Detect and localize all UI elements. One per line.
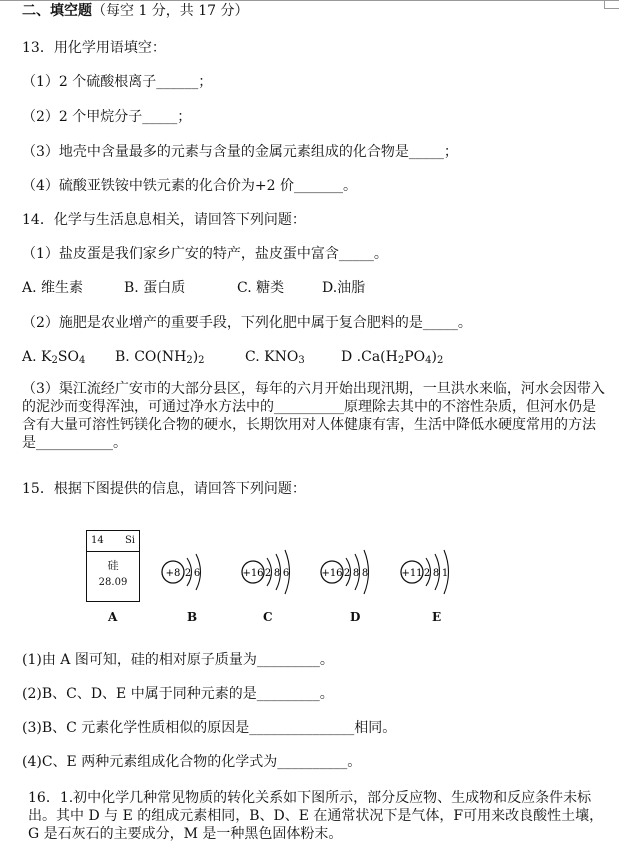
- q15-item-1: (1)由 A 图可知，硅的相对原子质量为_________。: [22, 652, 334, 668]
- electron-count: 8: [352, 568, 360, 579]
- q14-p2-option-b: B. $CO(NH_2)_2$: [115, 349, 205, 366]
- figure-label-a: A: [108, 610, 118, 624]
- q14-part-2: （2）施肥是农业增产的重要手段，下列化肥中属于复合肥料的是_____。: [22, 315, 472, 331]
- atomic-structure-figure: [70, 520, 490, 630]
- figure-label-c: C: [263, 610, 273, 624]
- electron-count: 2: [423, 568, 431, 579]
- section-heading: [22, 2, 249, 20]
- q14-part-1: （1）盐皮蛋是我们家乡广安的特产，盐皮蛋中富含_____。: [22, 246, 388, 262]
- q15-item-4: (4)C、E 两种元素组成化合物的化学式为__________。: [22, 754, 362, 770]
- figure-label-d: D: [350, 610, 361, 624]
- q14-p2-option-d: D $.Ca(H_2PO_4)_2$: [341, 349, 444, 366]
- q14-p1-option-c: C. 糖类: [237, 280, 285, 296]
- q13-item-3: （3）地壳中含量最多的元素与含量的金属元素组成的化合物是_____；: [22, 144, 458, 160]
- element-name: 硅: [107, 559, 119, 572]
- q13-stem: 13．用化学用语填空：: [22, 40, 166, 56]
- q13-item-2: （2）2 个甲烷分子_____；: [22, 109, 192, 125]
- atom-diagram-e: [401, 550, 449, 594]
- section-title: 二、填空题: [22, 3, 92, 19]
- q13-item-1: （1）2 个硫酸根离子______；: [22, 74, 213, 90]
- nucleus-charge: +11: [401, 568, 423, 579]
- q14-part-3: （3）渠江流经广安市的大部分县区，每年的六月开始出现汛期，一旦洪水来临，河水会因带入的泥沙而变得浑浊，可通过净水方法中的__________原理除去其中的不溶性杂质，但河水仍是含有大量可溶性钙镁化合物的硬水，长期饮用对人体健康有害，生活中降低水硬度常用的方法是___________。: [22, 381, 605, 451]
- atom-diagram-d: [321, 550, 369, 594]
- q15-stem: 15．根据下图提供的信息，请回答下列问题：: [22, 481, 306, 497]
- q15-item-2: (2)B、C、D、E 中属于同种元素的是_________。: [22, 686, 334, 702]
- nucleus-charge: +8: [165, 568, 181, 579]
- figure-label-b: B: [187, 610, 198, 624]
- electron-count: 6: [282, 568, 290, 579]
- q14-p1-option-a: A. 维生素: [22, 280, 84, 296]
- atomic-mass: 28.09: [98, 577, 128, 588]
- atom-diagram-b: [162, 554, 201, 590]
- nucleus-charge: +16: [242, 568, 264, 579]
- q14-p1-option-d: D.油脂: [322, 280, 366, 296]
- q13-item-4: （4）硫酸亚铁铵中铁元素的化合价为+2 价_______。: [22, 178, 357, 194]
- q14-p2-option-c: C. $KNO_3$: [245, 349, 305, 366]
- section-note: （每空 1 分，共 17 分）: [92, 3, 249, 19]
- electron-count: 6: [193, 568, 201, 579]
- q14-stem: 14．化学与生活息息相关，请回答下列问题：: [22, 212, 306, 228]
- electron-count: 8: [432, 568, 440, 579]
- q14-p1-option-b: B. 蛋白质: [124, 280, 186, 296]
- atomic-number: 14: [91, 535, 104, 546]
- q16-text: 16．1.初中化学几种常见物质的转化关系如下图所示，部分反应物、生成物和反应条件未标出。其中 D 与 E 的组成元素相同，B、D、E 在通常状况下是气体，F可用来改良酸性土壤，G 是石灰石的主要成分，M 是一种黑色固体粉末。: [28, 790, 604, 842]
- electron-count: 2: [184, 568, 192, 579]
- electron-count: 8: [273, 568, 281, 579]
- element-symbol: Si: [124, 535, 135, 546]
- atom-diagram-c: [242, 550, 290, 594]
- nucleus-charge: +16: [321, 568, 343, 579]
- electron-count: 2: [264, 568, 272, 579]
- figure-label-e: E: [432, 610, 442, 624]
- atom-diagrams: [70, 520, 490, 610]
- electron-count: 1: [441, 568, 449, 579]
- electron-count: 8: [361, 568, 369, 579]
- q14-p2-option-a: A. $K_2SO_4$: [22, 349, 86, 366]
- q15-item-3: (3)B、C 元素化学性质相似的原因是_______________相同。: [22, 720, 397, 736]
- electron-count: 2: [343, 568, 351, 579]
- page-corner-mark: [604, 0, 619, 9]
- top-border: [0, 0, 619, 1]
